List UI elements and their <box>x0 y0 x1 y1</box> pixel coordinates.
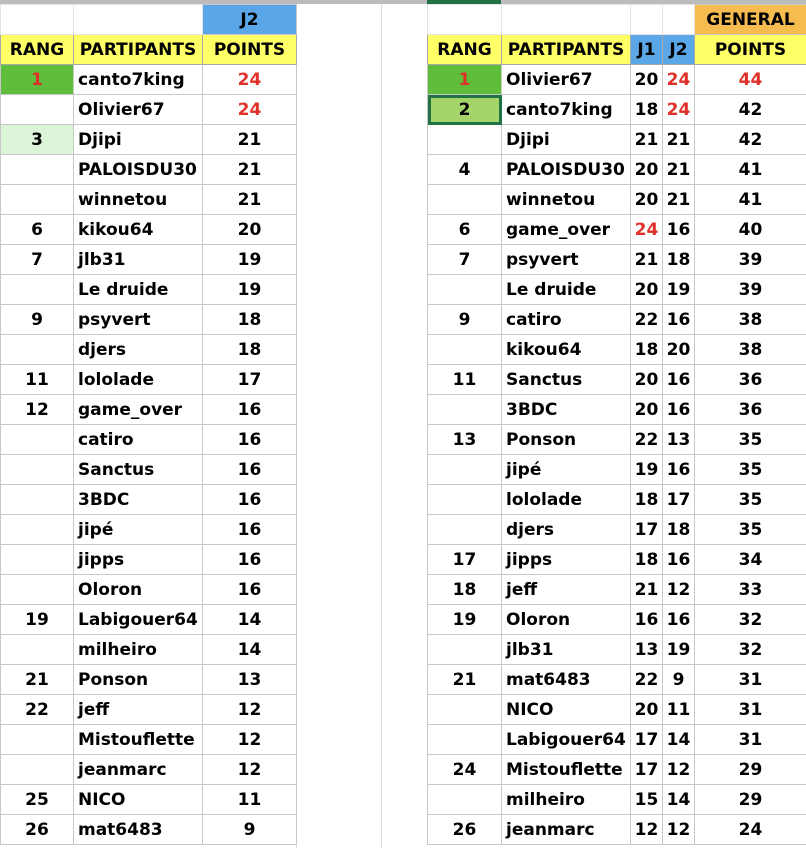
j2-cell[interactable]: 18 <box>663 515 695 545</box>
participant-cell[interactable]: winnetou <box>74 185 203 215</box>
points-cell[interactable]: 14 <box>203 635 297 665</box>
empty-cell[interactable] <box>428 5 502 35</box>
rank-cell[interactable]: 21 <box>1 665 74 695</box>
j2-cell[interactable]: 20 <box>663 335 695 365</box>
points-cell[interactable]: 35 <box>695 425 806 455</box>
rank-cell[interactable]: 9 <box>428 305 502 335</box>
participant-cell[interactable]: milheiro <box>502 785 631 815</box>
rank-cell[interactable]: 19 <box>1 605 74 635</box>
j1-cell[interactable]: 16 <box>631 605 663 635</box>
rank-cell[interactable] <box>1 425 74 455</box>
j2-cell[interactable]: 16 <box>663 365 695 395</box>
empty-cell[interactable] <box>502 5 631 35</box>
points-cell[interactable]: 9 <box>203 815 297 845</box>
ranking-row <box>428 215 806 245</box>
points-cell[interactable]: 31 <box>695 725 806 755</box>
j1-cell[interactable]: 15 <box>631 785 663 815</box>
j1-cell[interactable]: 20 <box>631 65 663 95</box>
j1-cell[interactable]: 18 <box>631 545 663 575</box>
participant-cell[interactable]: Olivier67 <box>74 95 203 125</box>
rank-cell[interactable]: 6 <box>1 215 74 245</box>
ranking-row <box>428 365 806 395</box>
points-cell[interactable]: 16 <box>203 575 297 605</box>
participant-cell[interactable]: Sanctus <box>502 365 631 395</box>
j2-cell[interactable]: 21 <box>663 125 695 155</box>
rank-cell[interactable] <box>1 725 74 755</box>
points-cell[interactable]: 41 <box>695 155 806 185</box>
participant-cell[interactable]: winnetou <box>502 185 631 215</box>
j1-cell[interactable]: 21 <box>631 125 663 155</box>
ranking-row <box>1 785 297 815</box>
participant-cell[interactable]: Labigouer64 <box>502 725 631 755</box>
points-header[interactable]: POINTS <box>203 35 297 65</box>
j1-header[interactable]: J1 <box>631 35 663 65</box>
j2-cell[interactable]: 11 <box>663 695 695 725</box>
points-cell[interactable]: 24 <box>695 815 806 845</box>
j2-cell[interactable]: 14 <box>663 725 695 755</box>
points-cell[interactable]: 42 <box>695 125 806 155</box>
rank-cell[interactable]: 22 <box>1 695 74 725</box>
points-cell[interactable]: 16 <box>203 395 297 425</box>
ranking-row <box>1 215 297 245</box>
participant-cell[interactable]: jeanmarc <box>74 755 203 785</box>
j1-cell[interactable]: 18 <box>631 485 663 515</box>
ranking-row <box>1 65 297 95</box>
j1-cell[interactable]: 17 <box>631 725 663 755</box>
rank-cell[interactable] <box>428 485 502 515</box>
rank-cell[interactable] <box>428 275 502 305</box>
j2-cell[interactable]: 16 <box>663 305 695 335</box>
j2-group-header[interactable]: J2 <box>203 5 297 35</box>
participant-cell[interactable]: jipé <box>502 455 631 485</box>
ranking-row <box>428 545 806 575</box>
points-cell[interactable]: 16 <box>203 425 297 455</box>
ranking-row <box>428 515 806 545</box>
points-cell[interactable]: 31 <box>695 695 806 725</box>
ranking-row <box>428 815 806 845</box>
rank-cell[interactable]: 3 <box>1 125 74 155</box>
ranking-row <box>1 365 297 395</box>
points-cell[interactable]: 21 <box>203 155 297 185</box>
points-cell[interactable]: 39 <box>695 275 806 305</box>
ranking-row <box>1 455 297 485</box>
rank-cell[interactable]: 9 <box>1 305 74 335</box>
ranking-row <box>428 725 806 755</box>
group-header-row <box>1 5 297 35</box>
j1-cell[interactable]: 20 <box>631 155 663 185</box>
points-cell[interactable]: 33 <box>695 575 806 605</box>
points-cell[interactable]: 42 <box>695 95 806 125</box>
participant-cell[interactable]: psyvert <box>74 305 203 335</box>
j2-cell[interactable]: 16 <box>663 215 695 245</box>
j2-cell[interactable]: 16 <box>663 395 695 425</box>
participant-cell[interactable]: jeff <box>502 575 631 605</box>
ranking-row <box>1 245 297 275</box>
rank-cell[interactable] <box>428 635 502 665</box>
ranking-row <box>428 155 806 185</box>
ranking-row <box>428 305 806 335</box>
j2-cell[interactable]: 17 <box>663 485 695 515</box>
points-cell[interactable]: 36 <box>695 395 806 425</box>
participant-cell[interactable]: PALOISDU30 <box>502 155 631 185</box>
ranking-row <box>428 335 806 365</box>
j1-cell[interactable]: 21 <box>631 245 663 275</box>
ranking-row <box>1 575 297 605</box>
ranking-row <box>1 725 297 755</box>
j1-cell[interactable]: 20 <box>631 275 663 305</box>
j2-cell[interactable]: 9 <box>663 665 695 695</box>
participant-cell[interactable]: Sanctus <box>74 455 203 485</box>
j1-cell[interactable]: 20 <box>631 365 663 395</box>
ranking-row <box>1 755 297 785</box>
points-cell[interactable]: 16 <box>203 515 297 545</box>
ranking-row <box>1 545 297 575</box>
ranking-row <box>428 275 806 305</box>
participant-cell[interactable]: jlb31 <box>502 635 631 665</box>
rang-header[interactable]: RANG <box>428 35 502 65</box>
participant-cell[interactable]: 3BDC <box>502 395 631 425</box>
rank-cell[interactable]: 18 <box>428 575 502 605</box>
rank-cell[interactable]: 13 <box>428 425 502 455</box>
ranking-row <box>428 455 806 485</box>
rank-cell[interactable]: 4 <box>428 155 502 185</box>
rank-cell[interactable]: 19 <box>428 605 502 635</box>
rank-cell[interactable] <box>1 635 74 665</box>
points-cell[interactable]: 12 <box>203 725 297 755</box>
rang-header[interactable]: RANG <box>1 35 74 65</box>
j1-cell[interactable]: 24 <box>631 215 663 245</box>
j2-cell[interactable]: 21 <box>663 185 695 215</box>
rank-cell[interactable] <box>1 95 74 125</box>
rank-cell[interactable] <box>1 575 74 605</box>
points-cell[interactable]: 32 <box>695 635 806 665</box>
participant-cell[interactable]: 3BDC <box>74 485 203 515</box>
participant-cell[interactable]: lololade <box>502 485 631 515</box>
j2-header[interactable]: J2 <box>663 35 695 65</box>
ranking-row <box>428 185 806 215</box>
points-cell[interactable]: 41 <box>695 185 806 215</box>
rank-cell[interactable]: 11 <box>428 365 502 395</box>
participant-cell[interactable]: jipps <box>502 545 631 575</box>
participant-cell[interactable]: mat6483 <box>74 815 203 845</box>
points-cell[interactable]: 19 <box>203 245 297 275</box>
participant-cell[interactable]: milheiro <box>74 635 203 665</box>
rank-cell[interactable] <box>428 125 502 155</box>
ranking-row <box>1 605 297 635</box>
column-header-row <box>1 35 297 65</box>
points-cell[interactable]: 11 <box>203 785 297 815</box>
ranking-row <box>1 485 297 515</box>
participant-cell[interactable]: kikou64 <box>74 215 203 245</box>
ranking-row <box>1 425 297 455</box>
rank-cell[interactable]: 12 <box>1 395 74 425</box>
participant-cell[interactable]: Le druide <box>74 275 203 305</box>
points-cell[interactable]: 29 <box>695 755 806 785</box>
rank-cell[interactable] <box>1 545 74 575</box>
points-cell[interactable]: 13 <box>203 665 297 695</box>
participant-cell[interactable]: Oloron <box>502 605 631 635</box>
j2-cell[interactable]: 16 <box>663 605 695 635</box>
points-cell[interactable]: 17 <box>203 365 297 395</box>
ranking-row <box>1 395 297 425</box>
j2-cell[interactable]: 21 <box>663 155 695 185</box>
points-cell[interactable]: 40 <box>695 215 806 245</box>
ranking-row <box>428 575 806 605</box>
rank-cell[interactable] <box>1 335 74 365</box>
j1-cell[interactable]: 17 <box>631 515 663 545</box>
participant-cell[interactable]: Ponson <box>502 425 631 455</box>
points-cell[interactable]: 38 <box>695 305 806 335</box>
general-ranking-table <box>427 4 806 845</box>
j1-cell[interactable]: 22 <box>631 665 663 695</box>
points-cell[interactable]: 39 <box>695 245 806 275</box>
participant-cell[interactable]: catiro <box>502 305 631 335</box>
ranking-row <box>1 515 297 545</box>
participant-cell[interactable]: catiro <box>74 425 203 455</box>
participant-cell[interactable]: lololade <box>74 365 203 395</box>
points-cell[interactable]: 20 <box>203 215 297 245</box>
points-cell[interactable]: 29 <box>695 785 806 815</box>
rank-cell[interactable] <box>428 335 502 365</box>
points-header[interactable]: POINTS <box>695 35 806 65</box>
j2-cell[interactable]: 12 <box>663 815 695 845</box>
group-header-row <box>428 5 806 35</box>
j1-cell[interactable]: 13 <box>631 635 663 665</box>
points-cell[interactable]: 12 <box>203 695 297 725</box>
participant-cell[interactable]: Oloron <box>74 575 203 605</box>
ranking-row <box>428 425 806 455</box>
rank-cell[interactable] <box>1 755 74 785</box>
points-cell[interactable]: 35 <box>695 515 806 545</box>
participant-cell[interactable]: mat6483 <box>502 665 631 695</box>
j2-cell[interactable]: 24 <box>663 95 695 125</box>
participant-cell[interactable]: jipé <box>74 515 203 545</box>
points-cell[interactable]: 21 <box>203 125 297 155</box>
ranking-row <box>428 95 806 125</box>
column-header-row <box>428 35 806 65</box>
j1-cell[interactable]: 21 <box>631 575 663 605</box>
rank-cell[interactable]: 21 <box>428 665 502 695</box>
j2-cell[interactable]: 13 <box>663 425 695 455</box>
participant-cell[interactable]: game_over <box>502 215 631 245</box>
j1-cell[interactable]: 19 <box>631 455 663 485</box>
ranking-row <box>428 485 806 515</box>
ranking-row <box>1 125 297 155</box>
participant-cell[interactable]: Djipi <box>502 125 631 155</box>
ranking-row <box>428 785 806 815</box>
participant-cell[interactable]: Olivier67 <box>502 65 631 95</box>
ranking-row <box>1 305 297 335</box>
j2-cell[interactable]: 12 <box>663 575 695 605</box>
participant-cell[interactable]: Mistouflette <box>74 725 203 755</box>
rank-cell[interactable] <box>428 725 502 755</box>
ranking-row <box>1 335 297 365</box>
points-cell[interactable]: 21 <box>203 185 297 215</box>
j1-cell[interactable]: 20 <box>631 185 663 215</box>
empty-cell[interactable] <box>631 5 663 35</box>
ranking-row <box>1 185 297 215</box>
participant-cell[interactable]: PALOISDU30 <box>74 155 203 185</box>
j1-cell[interactable]: 18 <box>631 335 663 365</box>
rank-cell[interactable]: 1 <box>428 65 502 95</box>
rank-cell[interactable] <box>1 515 74 545</box>
ranking-row <box>1 665 297 695</box>
ranking-row <box>1 275 297 305</box>
points-cell[interactable]: 16 <box>203 485 297 515</box>
points-cell[interactable]: 24 <box>203 65 297 95</box>
rank-cell[interactable]: 2 <box>428 95 502 125</box>
participants-header[interactable]: PARTIPANTS <box>502 35 631 65</box>
rank-cell[interactable]: 24 <box>428 755 502 785</box>
j1-cell[interactable]: 20 <box>631 395 663 425</box>
j2-cell[interactable]: 19 <box>663 275 695 305</box>
participant-cell[interactable]: Djipi <box>74 125 203 155</box>
participant-cell[interactable]: game_over <box>74 395 203 425</box>
participant-cell[interactable]: djers <box>74 335 203 365</box>
points-cell[interactable]: 31 <box>695 665 806 695</box>
participant-cell[interactable]: Le druide <box>502 275 631 305</box>
points-cell[interactable]: 38 <box>695 335 806 365</box>
participant-cell[interactable]: kikou64 <box>502 335 631 365</box>
participant-cell[interactable]: Ponson <box>74 665 203 695</box>
participant-cell[interactable]: jeanmarc <box>502 815 631 845</box>
j2-cell[interactable]: 12 <box>663 755 695 785</box>
participant-cell[interactable]: NICO <box>502 695 631 725</box>
j1-cell[interactable]: 22 <box>631 305 663 335</box>
rank-cell[interactable]: 7 <box>1 245 74 275</box>
j2-cell[interactable]: 24 <box>663 65 695 95</box>
participant-cell[interactable]: djers <box>502 515 631 545</box>
rank-cell[interactable]: 26 <box>1 815 74 845</box>
points-cell[interactable]: 35 <box>695 455 806 485</box>
j1-cell[interactable]: 18 <box>631 95 663 125</box>
rank-cell[interactable] <box>428 695 502 725</box>
participant-cell[interactable]: canto7king <box>502 95 631 125</box>
j2-cell[interactable]: 16 <box>663 545 695 575</box>
points-cell[interactable]: 44 <box>695 65 806 95</box>
participant-cell[interactable]: NICO <box>74 785 203 815</box>
rank-cell[interactable] <box>1 455 74 485</box>
participant-cell[interactable]: canto7king <box>74 65 203 95</box>
points-cell[interactable]: 18 <box>203 335 297 365</box>
ranking-row <box>428 125 806 155</box>
participant-cell[interactable]: Labigouer64 <box>74 605 203 635</box>
rank-cell[interactable] <box>1 275 74 305</box>
ranking-row <box>428 605 806 635</box>
rank-cell[interactable] <box>428 185 502 215</box>
ranking-row <box>428 635 806 665</box>
empty-cell[interactable] <box>663 5 695 35</box>
ranking-row <box>428 395 806 425</box>
points-cell[interactable]: 35 <box>695 485 806 515</box>
points-cell[interactable]: 16 <box>203 545 297 575</box>
ranking-row <box>1 155 297 185</box>
points-cell[interactable]: 16 <box>203 455 297 485</box>
empty-cell[interactable] <box>1 5 74 35</box>
points-cell[interactable]: 36 <box>695 365 806 395</box>
ranking-row <box>1 815 297 845</box>
j1-cell[interactable]: 17 <box>631 755 663 785</box>
rank-cell[interactable] <box>1 155 74 185</box>
ranking-row <box>1 635 297 665</box>
points-cell[interactable]: 18 <box>203 305 297 335</box>
ranking-row <box>428 65 806 95</box>
rank-cell[interactable]: 7 <box>428 245 502 275</box>
j2-cell[interactable]: 19 <box>663 635 695 665</box>
rank-cell[interactable] <box>428 455 502 485</box>
participant-cell[interactable]: jeff <box>74 695 203 725</box>
ranking-row <box>428 695 806 725</box>
rank-cell[interactable] <box>1 185 74 215</box>
rank-cell[interactable]: 26 <box>428 815 502 845</box>
participant-cell[interactable]: jlb31 <box>74 245 203 275</box>
j1-cell[interactable]: 22 <box>631 425 663 455</box>
j1-cell[interactable]: 20 <box>631 695 663 725</box>
points-cell[interactable]: 14 <box>203 605 297 635</box>
ranking-row <box>428 245 806 275</box>
ranking-row <box>1 695 297 725</box>
rank-cell[interactable]: 25 <box>1 785 74 815</box>
rank-cell[interactable]: 11 <box>1 365 74 395</box>
ranking-row <box>1 95 297 125</box>
empty-cell[interactable] <box>74 5 203 35</box>
ranking-row <box>428 755 806 785</box>
points-cell[interactable]: 32 <box>695 605 806 635</box>
j2-cell[interactable]: 18 <box>663 245 695 275</box>
j2-cell[interactable]: 16 <box>663 455 695 485</box>
rank-cell[interactable] <box>428 785 502 815</box>
rank-cell[interactable] <box>1 485 74 515</box>
empty-column-divider <box>381 4 382 848</box>
participant-cell[interactable]: Mistouflette <box>502 755 631 785</box>
j2-cell[interactable]: 14 <box>663 785 695 815</box>
j2-ranking-table <box>0 4 297 845</box>
rank-cell[interactable]: 6 <box>428 215 502 245</box>
points-cell[interactable]: 34 <box>695 545 806 575</box>
points-cell[interactable]: 12 <box>203 755 297 785</box>
participants-header[interactable]: PARTIPANTS <box>74 35 203 65</box>
rank-cell[interactable]: 1 <box>1 65 74 95</box>
ranking-row <box>428 665 806 695</box>
rank-cell[interactable]: 17 <box>428 545 502 575</box>
general-group-header[interactable]: GENERAL <box>695 5 806 35</box>
j1-cell[interactable]: 12 <box>631 815 663 845</box>
participant-cell[interactable]: jipps <box>74 545 203 575</box>
points-cell[interactable]: 19 <box>203 275 297 305</box>
participant-cell[interactable]: psyvert <box>502 245 631 275</box>
points-cell[interactable]: 24 <box>203 95 297 125</box>
rank-cell[interactable] <box>428 395 502 425</box>
rank-cell[interactable] <box>428 515 502 545</box>
